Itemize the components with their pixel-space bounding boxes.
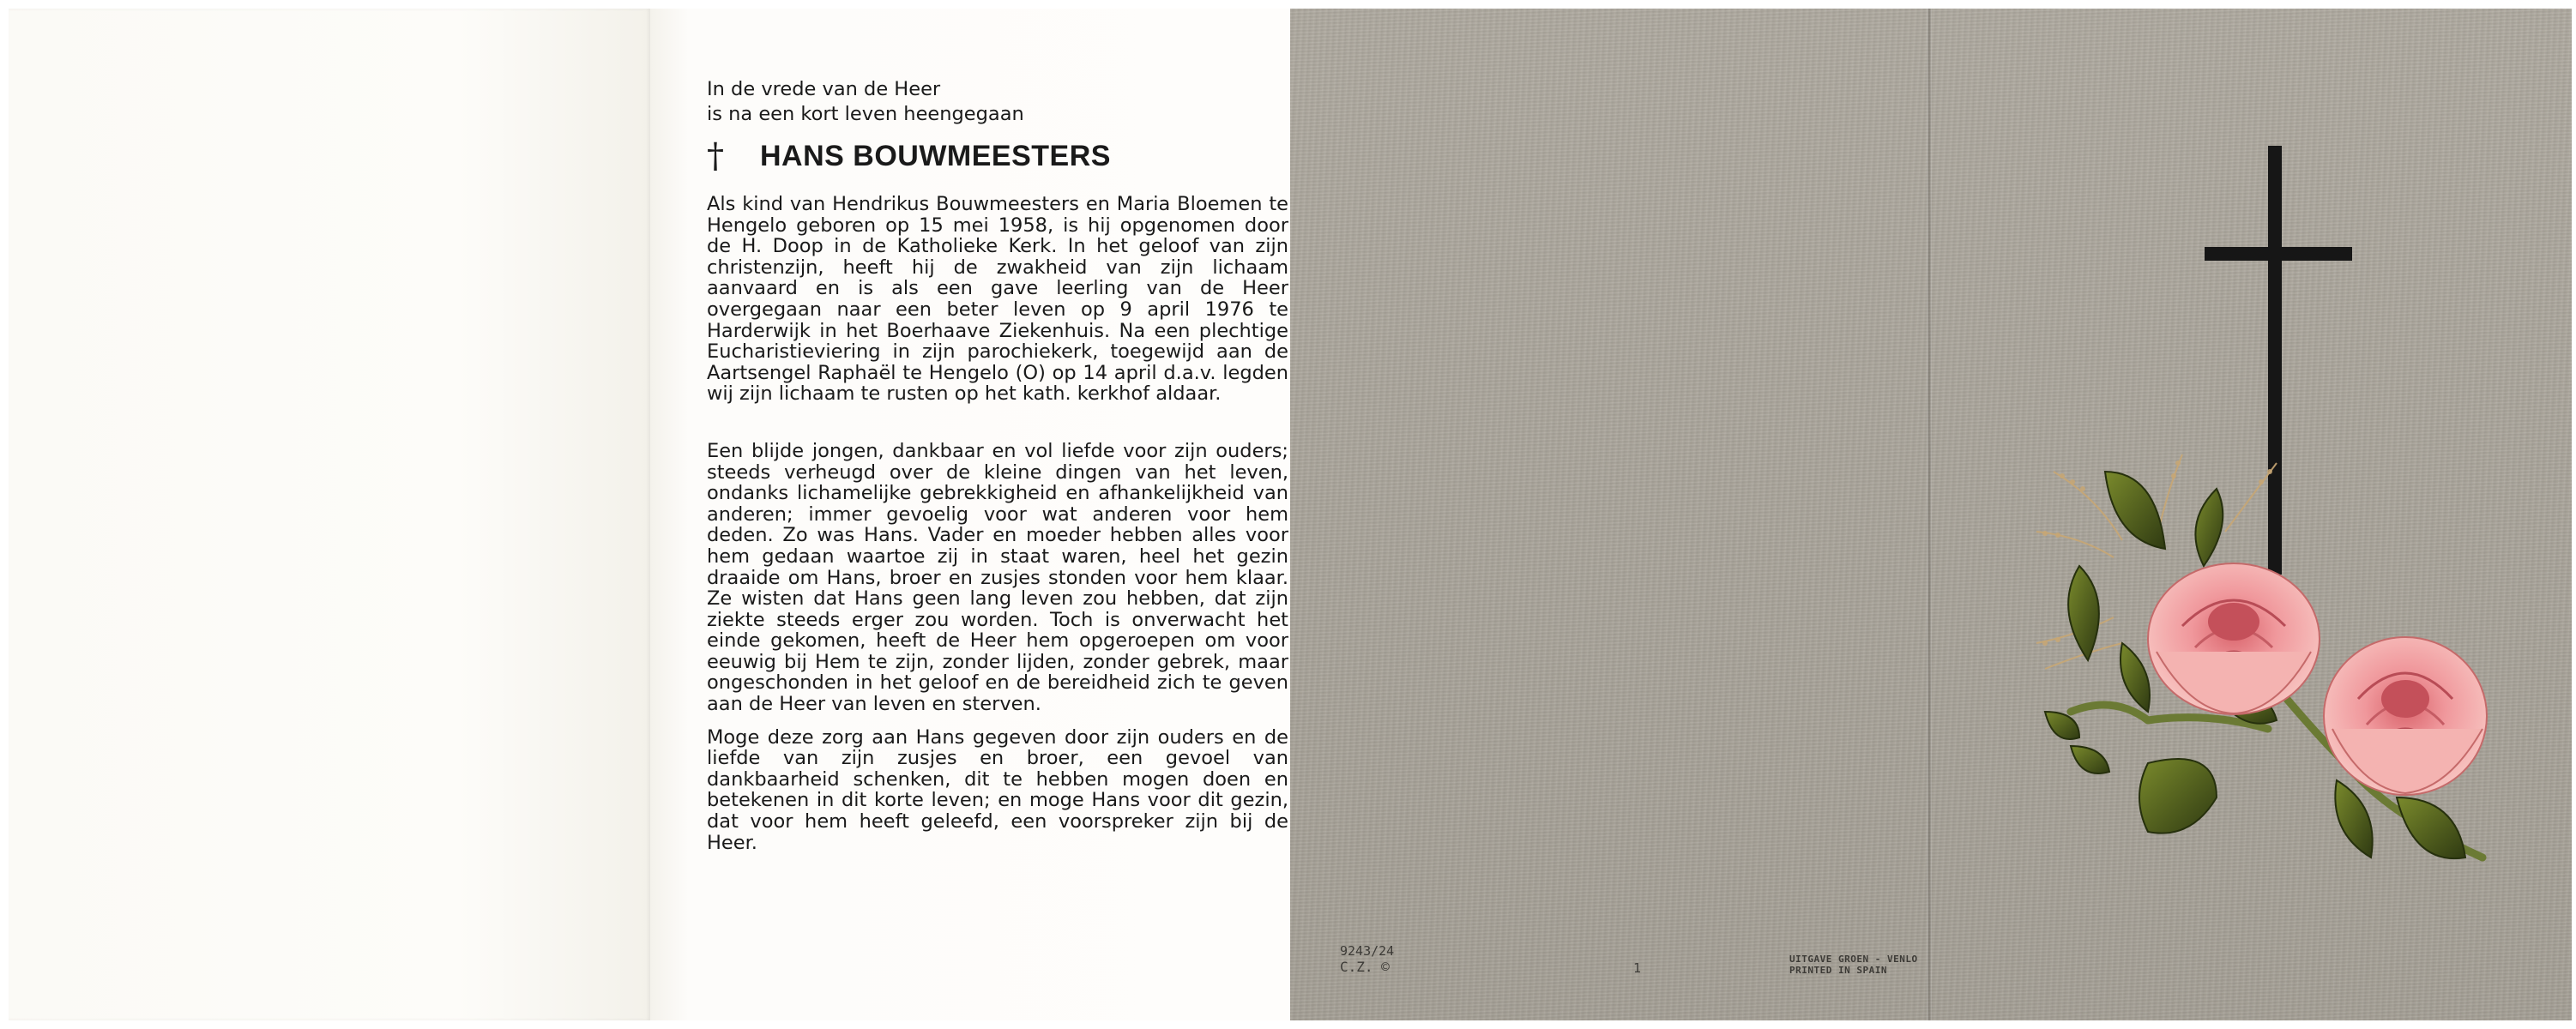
publisher-imprint (1789, 954, 1918, 976)
publisher-line-2: PRINTED IN SPAIN (1789, 965, 1887, 976)
card-code: 9243/24 (1340, 943, 1395, 959)
intro-line-2: is na een kort leven heengegaan (707, 103, 1024, 125)
biography-paragraph: Als kind van Hendrikus Bouwmeesters en Maria Bloemen te Hengelo geboren op 15 mei 1958, is hij opgenomen door de H. Doop in de Katholieke Kerk. In het geloof van zijn christenzijn, heeft hij de zwakheid van zijn lichaam aanvaard en is als een gave leerling van de Heer overgegaan naar een beter leven op 9 april 1976 te Harderwijk in het Boerhaave Ziekenhuis. Na een plechtige Eucharistieviering in zijn parochiekerk, toegewijd aan de Aartsengel Raphaël te Hengelo (O) op 14 april d.a.v. legden wij zijn lichaam te rusten op het kath. kerkhof aldaar. (707, 193, 1288, 406)
rose-bouquet-illustration (2019, 437, 2525, 943)
card-outer-side (1290, 9, 2572, 1020)
page-number: 1 (1633, 960, 1642, 976)
card-fold-line (1927, 9, 1932, 1020)
deceased-name: HANS BOUWMEESTERS (760, 139, 1111, 172)
intro-line-1: In de vrede van de Heer (707, 78, 941, 100)
rose-flower-left (2148, 563, 2320, 714)
memorial-text-panel (650, 9, 1290, 1020)
name-heading (707, 136, 1288, 176)
blank-inner-panel (9, 9, 650, 1020)
rose-flower-right (2324, 637, 2487, 795)
publisher-line-1: UITGAVE GROEN - VENLO (1789, 954, 1918, 965)
memorial-text-block (707, 77, 1288, 853)
character-paragraph: Een blijde jongen, dankbaar en vol liefde voor zijn ouders; steeds verheugd over de kleine dingen van het leven, ondanks lichamelijke gebrekkigheid en afhankelijkheid van anderen; immer gevoelig voor wat anderen voor hem deden. Zo was Hans. Vader en moeder hebben alles voor hem gedaan waartoe zij in staat waren, heel het gezin draaide om Hans, broer en zusjes stonden voor hem klaar. Ze wisten dat Hans geen lang leven zou hebben, dat zijn ziekte steeds erger zou worden. Toch is onverwacht het einde gekomen, heeft de Heer hem opgeroepen om voor eeuwig bij Hem te zijn, zonder lijden, zonder gebrek, maar ongeschonden in het geloof en de bereidheid zich te geven aan de Heer van leven en sterven. (707, 439, 1288, 716)
dagger-icon: † (707, 136, 724, 176)
publisher-logos: C.Z. © (1340, 959, 1390, 975)
closing-paragraph: Moge deze zorg aan Hans gegeven door zijn ouders en de liefde van zijn zusjes en broer, een gevoel van dankbaarheid schenken, dit te hebben mogen doen en betekenen in dit korte leven; en moge Hans voor dit gezin, dat voor hem heeft geleefd, een voorspreker zijn bij de Heer. (707, 725, 1288, 854)
cross-horizontal-bar (2205, 247, 2352, 261)
